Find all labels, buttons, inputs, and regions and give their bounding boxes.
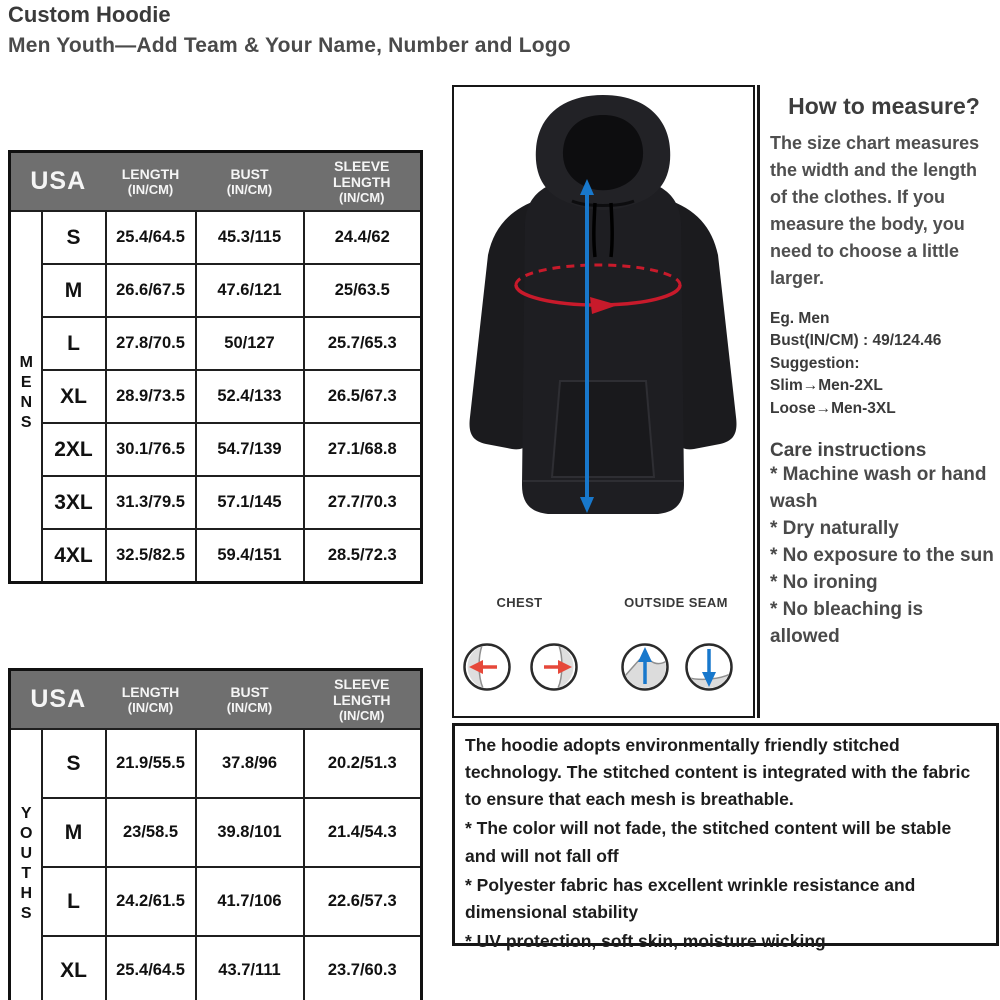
care-instructions-list <box>770 462 998 651</box>
size-cell: S <box>42 211 106 264</box>
length-cell: 25.4/64.5 <box>106 936 196 1000</box>
length-cell: 21.9/55.5 <box>106 729 196 798</box>
length-cell: 31.3/79.5 <box>106 476 196 529</box>
size-cell: M <box>42 264 106 317</box>
bust-cell: 45.3/115 <box>196 211 304 264</box>
bust-cell: 43.7/111 <box>196 936 304 1000</box>
table-row <box>10 423 422 476</box>
length-header: LENGTH (IN/CM) <box>106 670 196 730</box>
example-line: Bust(IN/CM) : 49/124.46 <box>770 332 942 350</box>
bust-header: BUST (IN/CM) <box>196 152 304 212</box>
table-header-row <box>10 670 422 730</box>
table-row <box>10 798 422 867</box>
sleeve-cell: 23.7/60.3 <box>304 936 422 1000</box>
chest-right-arrow-icon <box>532 645 577 690</box>
how-to-measure-panel <box>757 85 1000 718</box>
example-line: Suggestion: <box>770 354 860 372</box>
example-line: Eg. Men <box>770 310 830 327</box>
size-cell: 2XL <box>42 423 106 476</box>
how-to-measure-body: The size chart measures the width and the length of the clothes. If you measure the body, you need to choose a little larger. <box>770 133 980 288</box>
outside-seam-label: OUTSIDE SEAM <box>624 595 728 610</box>
size-cell: L <box>42 867 106 936</box>
youths-vertical-label: YOUTHS <box>10 729 42 1000</box>
bust-cell: 59.4/151 <box>196 529 304 583</box>
notes-bullet: * UV protection, soft skin, moisture wicking <box>465 930 826 951</box>
hoodie-measure-panel <box>452 85 755 718</box>
example-line: Loose→Men-3XL <box>770 399 896 417</box>
usa-header: USA <box>10 152 106 212</box>
sleeve-cell: 25.7/65.3 <box>304 317 422 370</box>
bust-cell: 39.8/101 <box>196 798 304 867</box>
chest-left-arrow-icon <box>465 645 510 690</box>
sleeve-cell: 26.5/67.3 <box>304 370 422 423</box>
length-cell: 32.5/82.5 <box>106 529 196 583</box>
page-subtitle: Men Youth—Add Team & Your Name, Number and Logo <box>8 34 571 57</box>
care-item: * No ironing <box>770 572 878 594</box>
seam-up-arrow-icon <box>622 645 668 694</box>
size-cell: XL <box>42 370 106 423</box>
length-cell: 30.1/76.5 <box>106 423 196 476</box>
example-line: Slim→Men-2XL <box>770 377 883 395</box>
size-cell: S <box>42 729 106 798</box>
sleeve-cell: 21.4/54.3 <box>304 798 422 867</box>
sleeve-header: SLEEVE LENGTH (IN/CM) <box>304 670 422 730</box>
table-row <box>10 211 422 264</box>
table-row <box>10 317 422 370</box>
notes-bullet: * Polyester fabric has excellent wrinkle resistance and dimensional stability <box>465 874 916 922</box>
length-cell: 25.4/64.5 <box>106 211 196 264</box>
bust-cell: 37.8/96 <box>196 729 304 798</box>
size-cell: L <box>42 317 106 370</box>
length-cell: 28.9/73.5 <box>106 370 196 423</box>
bust-cell: 50/127 <box>196 317 304 370</box>
mens-vertical-label: MENS <box>10 211 42 583</box>
youths-size-table <box>8 668 423 1000</box>
table-row <box>10 476 422 529</box>
sleeve-cell: 20.2/51.3 <box>304 729 422 798</box>
bust-header: BUST (IN/CM) <box>196 670 304 730</box>
sleeve-cell: 25/63.5 <box>304 264 422 317</box>
size-cell: XL <box>42 936 106 1000</box>
sleeve-cell: 22.6/57.3 <box>304 867 422 936</box>
seam-down-arrow-icon <box>686 645 732 694</box>
care-item: * No exposure to the sun <box>770 545 994 567</box>
table-row <box>10 729 422 798</box>
care-item: * Dry naturally <box>770 518 899 540</box>
bust-cell: 57.1/145 <box>196 476 304 529</box>
size-cell: 4XL <box>42 529 106 583</box>
hoodie-illustration <box>454 87 753 716</box>
bust-cell: 54.7/139 <box>196 423 304 476</box>
sleeve-cell: 27.7/70.3 <box>304 476 422 529</box>
product-notes-box <box>452 723 999 951</box>
care-item: * Machine wash or hand wash <box>770 464 987 513</box>
length-cell: 27.8/70.5 <box>106 317 196 370</box>
mens-size-table <box>8 150 423 584</box>
length-header: LENGTH (IN/CM) <box>106 152 196 212</box>
length-cell: 24.2/61.5 <box>106 867 196 936</box>
bust-cell: 47.6/121 <box>196 264 304 317</box>
sleeve-cell: 27.1/68.8 <box>304 423 422 476</box>
chest-label: CHEST <box>496 595 543 610</box>
bust-cell: 41.7/106 <box>196 867 304 936</box>
size-cell: M <box>42 798 106 867</box>
table-row <box>10 370 422 423</box>
length-cell: 26.6/67.5 <box>106 264 196 317</box>
sleeve-cell: 28.5/72.3 <box>304 529 422 583</box>
care-item: * No bleaching is allowed <box>770 599 924 648</box>
bust-cell: 52.4/133 <box>196 370 304 423</box>
size-cell: 3XL <box>42 476 106 529</box>
care-instructions-heading: Care instructions <box>770 440 927 462</box>
sleeve-header: SLEEVE LENGTH (IN/CM) <box>304 152 422 212</box>
table-row <box>10 529 422 583</box>
notes-intro: The hoodie adopts environmentally friendly stitched technology. The stitched content is integrated with the fabric to ensure that each mesh is breathable. <box>465 735 971 810</box>
table-row <box>10 936 422 1000</box>
length-cell: 23/58.5 <box>106 798 196 867</box>
table-header-row <box>10 152 422 212</box>
page-title: Custom Hoodie <box>8 2 171 27</box>
table-row <box>10 867 422 936</box>
table-row <box>10 264 422 317</box>
sleeve-cell: 24.4/62 <box>304 211 422 264</box>
notes-bullet: * The color will not fade, the stitched content will be stable and will not fall off <box>465 818 952 866</box>
sizing-example <box>770 308 998 420</box>
how-to-measure-heading: How to measure? <box>788 93 980 119</box>
usa-header: USA <box>10 670 106 730</box>
